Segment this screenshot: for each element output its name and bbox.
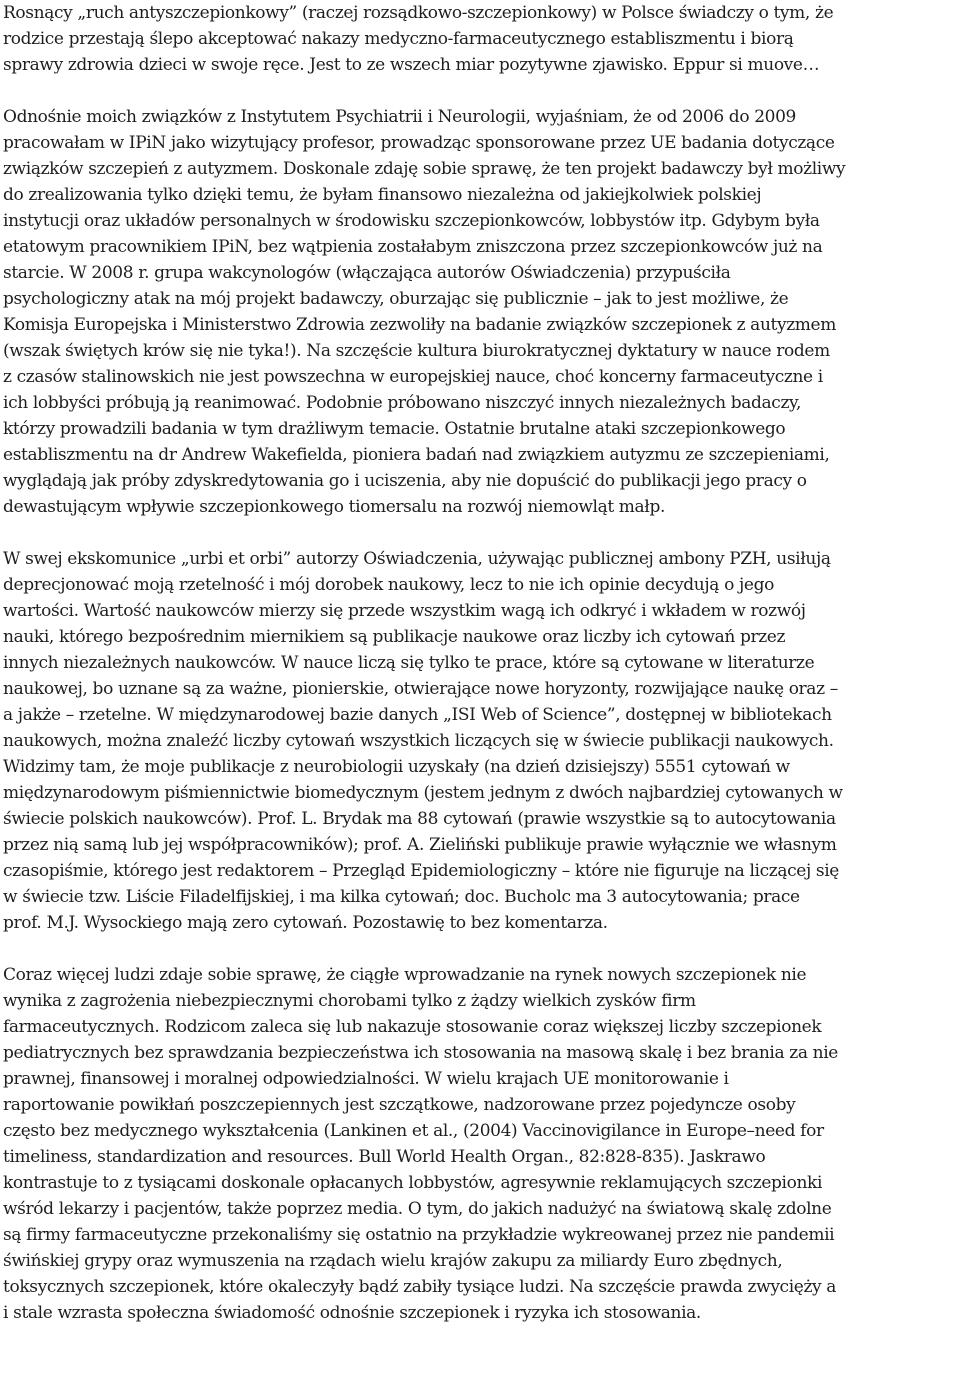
text-line: innych niezależnych naukowców. W nauce liczą się tylko te prace, które są cytowane w literaturze — [3, 653, 815, 673]
text-line: (wszak świętych krów się nie tyka!). Na szczęście kultura biurokratycznej dyktatury w nauce rodem — [3, 341, 830, 361]
text-line: prawnej, finansowej i moralnej odpowiedzialności. W wielu krajach UE monitorowanie i — [3, 1069, 729, 1089]
text-line: pracowałam w IPiN jako wizytujący profesor, prowadząc sponsorowane przez UE badania dotyczące — [3, 133, 835, 153]
text-line: świńskiej grypy oraz wymuszenia na rządach wielu krajów zakupu za miliardy Euro zbędnych, — [3, 1251, 783, 1271]
text-line: świecie polskich naukowców). Prof. L. Brydak ma 88 cytowań (prawie wszystkie są to autocytowania — [3, 809, 836, 829]
text-line: a jakże – rzetelne. W międzynarodowej bazie danych „ISI Web of Science”, dostępnej w bibliotekach — [3, 705, 832, 725]
text-line: i stale wzrasta społeczna świadomość odnośnie szczepionek i ryzyka ich stosowania. — [3, 1303, 701, 1323]
article-body — [3, 0, 960, 1326]
text-line: Coraz więcej ludzi zdaje sobie sprawę, że ciągłe wprowadzanie na rynek nowych szczepionek nie — [3, 965, 807, 985]
text-line: czasopiśmie, którego jest redaktorem – Przegląd Epidemiologiczny – które nie figuruje na liczącej się — [3, 861, 839, 881]
text-line: naukowych, można znaleźć liczby cytowań wszystkich liczących się w świecie publikacji naukowych. — [3, 731, 834, 751]
text-line: nauki, którego bezpośrednim miernikiem są publikacje naukowe oraz liczby ich cytowań przez — [3, 627, 786, 647]
text-line: często bez medycznego wykształcenia (Lankinen et al., (2004) Vaccinovigilance in Europe–need for — [3, 1121, 824, 1141]
text-line: Komisja Europejska i Ministerstwo Zdrowia zezwoliły na badanie związków szczepionek z autyzmem — [3, 315, 836, 335]
text-line: którzy prowadzili badania w tym drażliwym temacie. Ostatnie brutalne ataki szczepionkowego — [3, 419, 786, 439]
text-line: kontrastuje to z tysiącami doskonale opłacanych lobbystów, agresywnie reklamujących szczepionki — [3, 1173, 823, 1193]
text-line: prof. M.J. Wysockiego mają zero cytowań. Pozostawię to bez komentarza. — [3, 913, 608, 933]
text-line: w świecie tzw. Liście Filadelfijskiej, i ma kilka cytowań; doc. Bucholc ma 3 autocytowania; prace — [3, 887, 800, 907]
text-line: do zrealizowania tylko dzięki temu, że byłam finansowo niezależna od jakiejkolwiek polskiej — [3, 185, 762, 205]
text-line: wśród lekarzy i pacjentów, także poprzez media. O tym, do jakich nadużyć na światową skalę zdolne — [3, 1199, 832, 1219]
text-line: Odnośnie moich związków z Instytutem Psychiatrii i Neurologii, wyjaśniam, że od 2006 do 2009 — [3, 107, 796, 127]
text-line: establiszmentu na dr Andrew Wakefielda, pioniera badań nad związkiem autyzmu ze szczepieniami, — [3, 445, 830, 465]
text-line: są firmy farmaceutyczne przekonaliśmy się ostatnio na przykładzie wykreowanej przez nie pandemii — [3, 1225, 835, 1245]
text-line: etatowym pracownikiem IPiN, bez wątpienia zostałabym zniszczona przez szczepionkowców już na — [3, 237, 823, 257]
text-line: instytucji oraz układów personalnych w środowisku szczepionkowców, lobbystów itp. Gdybym była — [3, 211, 820, 231]
text-line: rodzice przestają ślepo akceptować nakazy medyczno-farmaceutycznego establiszmentu i biorą — [3, 29, 794, 49]
text-line: raportowanie powikłań poszczepiennych jest szczątkowe, nadzorowane przez pojedyncze osoby — [3, 1095, 796, 1115]
text-line: starcie. W 2008 r. grupa wakcynologów (włączająca autorów Oświadczenia) przypuściła — [3, 263, 731, 283]
paragraph-2 — [3, 104, 960, 520]
text-line: toksycznych szczepionek, które okaleczyły bądź zabiły tysiące ludzi. Na szczęście prawda zwycięży a — [3, 1277, 837, 1297]
text-line: dewastującym wpływie szczepionkowego tiomersalu na rozwój niemowląt małp. — [3, 497, 665, 517]
text-line: wyglądają jak próby zdyskredytowania go i uciszenia, aby nie dopuścić do publikacji jego pracy o — [3, 471, 807, 491]
text-line: W swej ekskomunice „urbi et orbi” autorzy Oświadczenia, używając publicznej ambony PZH, usiłują — [3, 549, 831, 569]
text-line: naukowej, bo uznane są za ważne, pionierskie, otwierające nowe horyzonty, rozwijające naukę oraz – — [3, 679, 838, 699]
text-line: przez nią samą lub jej współpracowników); prof. A. Zieliński publikuje prawie wyłącznie we własnym — [3, 835, 837, 855]
text-line: wartości. Wartość naukowców mierzy się przede wszystkim wagą ich odkryć i wkładem w rozwój — [3, 601, 806, 621]
text-line: psychologiczny atak na mój projekt badawczy, oburzając się publicznie – jak to jest możliwe, że — [3, 289, 789, 309]
text-line: związków szczepień z autyzmem. Doskonale zdaję sobie sprawę, że ten projekt badawczy był możliwy — [3, 159, 846, 179]
text-line: deprecjonować moją rzetelność i mój dorobek naukowy, lecz to nie ich opinie decydują o jego — [3, 575, 774, 595]
text-line: timeliness, standardization and resources. Bull World Health Organ., 82:828-835). Jaskrawo — [3, 1147, 766, 1167]
paragraph-1 — [3, 0, 960, 78]
text-line: międzynarodowym piśmiennictwie biomedycznym (jestem jednym z dwóch najbardziej cytowanych w — [3, 783, 843, 803]
text-line: sprawy zdrowia dzieci w swoje ręce. Jest to ze wszech miar pozytywne zjawisko. Eppur si muove… — [3, 55, 820, 75]
text-line: ich lobbyści próbują ją reanimować. Podobnie próbowano niszczyć innych niezależnych badaczy, — [3, 393, 802, 413]
paragraph-4 — [3, 962, 960, 1326]
text-line: Rosnący „ruch antyszczepionkowy” (raczej rozsądkowo-szczepionkowy) w Polsce świadczy o tym, że — [3, 3, 834, 23]
text-line: farmaceutycznych. Rodzicom zaleca się lub nakazuje stosowanie coraz większej liczby szczepionek — [3, 1017, 822, 1037]
text-line: z czasów stalinowskich nie jest powszechna w europejskiej nauce, choć koncerny farmaceutyczne i — [3, 367, 823, 387]
text-line: wynika z zagrożenia niebezpiecznymi chorobami tylko z żądzy wielkich zysków firm — [3, 991, 696, 1011]
paragraph-3 — [3, 546, 960, 936]
text-line: pediatrycznych bez sprawdzania bezpieczeństwa ich stosowania na masową skalę i bez brania za nie — [3, 1043, 838, 1063]
text-line: Widzimy tam, że moje publikacje z neurobiologii uzyskały (na dzień dzisiejszy) 5551 cytowań w — [3, 757, 790, 777]
